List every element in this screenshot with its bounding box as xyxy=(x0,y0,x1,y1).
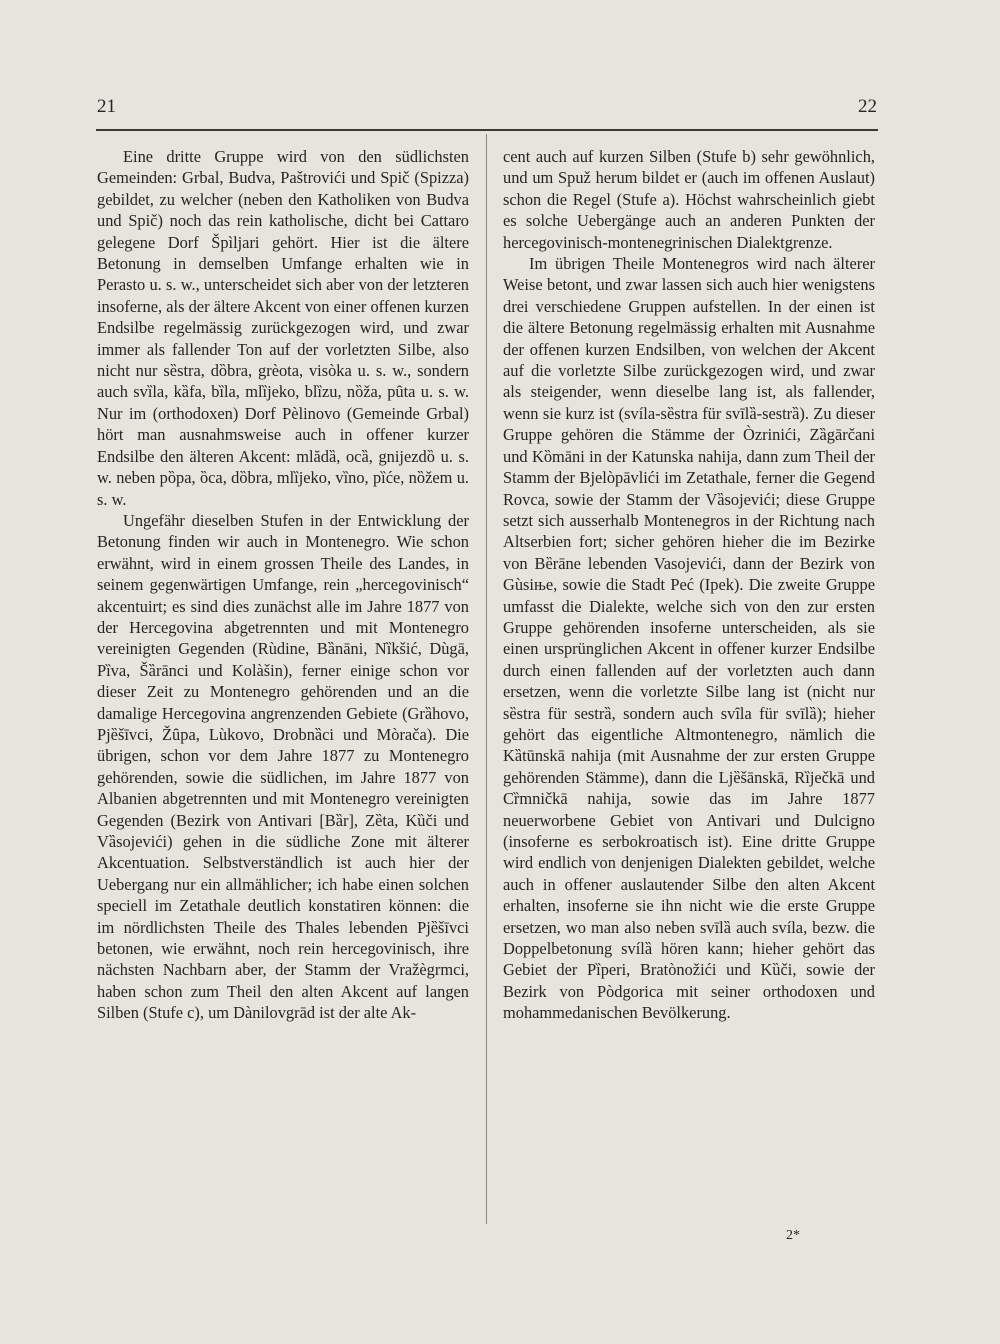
left-column xyxy=(97,146,469,1024)
header-rule xyxy=(96,129,878,131)
right-paragraph-2: Im übrigen Theile Montenegros wird nach älterer Weise betont, und zwar lassen sich auch hier wenigstens drei verschiedene Gruppen aufstellen. In der einen ist die ältere Betonung regelmässig erhalten mit Ausnahme der offenen kurzen Endsilben, von welchen der Akcent auf die vorletzte Silbe zurückgezogen wird, und zwar als steigender, wenn dieselbe lang ist, als fallender, wenn sie kurz ist (svíla-sȅstra für svīlȁ-sestrȁ). Zu dieser Gruppe gehören die Stämme der Òzrinići, Zȁgārčani und Kȍmāni in der Katunska nahija, dann zum Theil der Stamm der Bjelòpāvlići im Zetathale, ferner die Gegend Rovca, sowie der Stamm der Vȁsojevići; diese Gruppe setzt sich ausserhalb Montenegros in der Richtung nach Altserbien fort; sicher gehören hieher die im Bezirke von Bȅrāne lebenden Vasojevići, dann der Bezirk von Gùsiње, sowie die Stadt Peć (Ipek). Die zweite Gruppe umfasst die Dialekte, welche sich von den zur ersten Gruppe gehörenden insoferne unterscheiden, als sie einen ursprünglichen Akcent in offener kurzer Endsilbe durch einen fallenden auf der vorletzten auch dann ersetzen, wenn die vorletzte Silbe lang ist (nicht nur sȅstra für sestrȁ, sondern auch svȋla für svīlȁ); hieher gehört das eigentliche Altmontenegro, nämlich die Kȁtūnskā nahija (mit Ausnahme der zur ersten Gruppe gehörenden Stämme), dann die Ljȅšānskā, Rȉječkā und Cȑmničkā nahija, sowie das im Jahre 1877 neuerworbene Gebiet von Antivari und Dulcigno (insoferne es serbokroatisch ist). Eine dritte Gruppe wird endlich von denjenigen Dialekten gebildet, welche auch in offener auslautender Silbe den alten Akcent erhalten, insoferne sie ihn nicht wie die erste Gruppe ersetzen, wo man also neben svīlȁ auch svíla, bezw. die Doppelbetonung svílȁ hören kann; hieher gehört das Gebiet der Pȉperi, Bratònožići und Kȕči, sowie der Bezirk von Pòdgorica mit seiner orthodoxen und mohammedanischen Bevölkerung. xyxy=(503,254,875,1023)
column-divider xyxy=(486,134,487,1224)
page-number-left: 21 xyxy=(97,96,116,117)
left-paragraph-1: Eine dritte Gruppe wird von den südlichsten Gemeinden: Grbal, Budva, Paštrovići und Spič (Spizza) gebildet, zu welcher (neben den Katholiken von Budva und Spič) noch das rein katholische, dicht bei Cattaro gelegene Dorf Špìljari gehört. Hier ist die ältere Betonung in demselben Umfange erhalten wie in Perasto u. s. w., unterscheidet sich aber von der letzteren insoferne, als der ältere Akcent von einer offenen kurzen Endsilbe regelmässig zurückgezogen wird, und zwar immer als fallender Ton auf der vorletzten Silbe, also nicht nur sȅstra, dȍbra, grèota, visòka u. s. w., sondern auch svȉla, kȁfa, bȉla, mlȉjeko, blȉzu, nȍža, pȗta u. s. w. Nur im (orthodoxen) Dorf Pèlinovo (Gemeinde Grbal) hört man ausnahmsweise auch in offener kurzer Endsilbe den älteren Akcent: mlădȁ, ocȁ, gnijezdȍ u. s. w. neben pȍpa, ȍca, dȍbra, mlȉjeko, vȉno, pȉće, nȍžem u. s. w. xyxy=(97,147,469,509)
signature-mark: 2* xyxy=(786,1228,800,1243)
left-paragraph-2: Ungefähr dieselben Stufen in der Entwicklung der Betonung finden wir auch in Montenegro. Wie schon erwähnt, wird in einem grossen Theile des Landes, in seinem gegenwärtigen Umfange, rein „hercegovinisch“ akcentuirt; es sind dies zunächst alle im Jahre 1877 von der Hercegovina abgetrennten und mit Montenegro vereinigten Gegenden (Rùdine, Bȁnāni, Nȉkšić, Dùgā, Pȉva, Šȁrānci und Kolàšin), ferner einige schon vor dieser Zeit zu Montenegro gehörenden und an die damalige Hercegovina angrenzenden Gebiete (Grȁhovo, Pjȅšīvci, Žȗpa, Lùkovo, Drobnȁci und Mòrača). Die übrigen, schon vor dem Jahre 1877 zu Montenegro gehörenden, sowie die südlichen, im Jahre 1877 von Albanien abgetrennten und mit Montenegro vereinigten Gegenden (Bezirk von Antivari [Bȁr], Zȅta, Kȕči und Vȁsojevići) gehen in die südliche Zone mit älterer Akcentuation. Selbstverständlich ist auch hier der Uebergang nur ein allmählicher; ich habe einen solchen speciell im Zetathale deutlich konstatiren können: die im nördlichsten Theile des Thales lebenden Pjȅšīvci betonen, wie erwähnt, noch rein hercegovinisch, ihre nächsten Nachbarn aber, der Stamm der Vražègrmci, haben schon zum Theil den alten Akcent auf langen Silben (Stufe c), um Dànilovgrād ist der alte Ak- xyxy=(97,510,469,1023)
right-paragraph-1: cent auch auf kurzen Silben (Stufe b) sehr gewöhnlich, und um Spuž herum bildet er (auch im offenen Auslaut) schon die Regel (Stufe a). Höchst wahrscheinlich giebt es solche Uebergänge auch an anderen Punkten der hercegovinisch-montenegrinischen Dialektgrenze. xyxy=(503,147,875,252)
page-number-right: 22 xyxy=(858,96,877,117)
right-column xyxy=(503,146,875,1024)
